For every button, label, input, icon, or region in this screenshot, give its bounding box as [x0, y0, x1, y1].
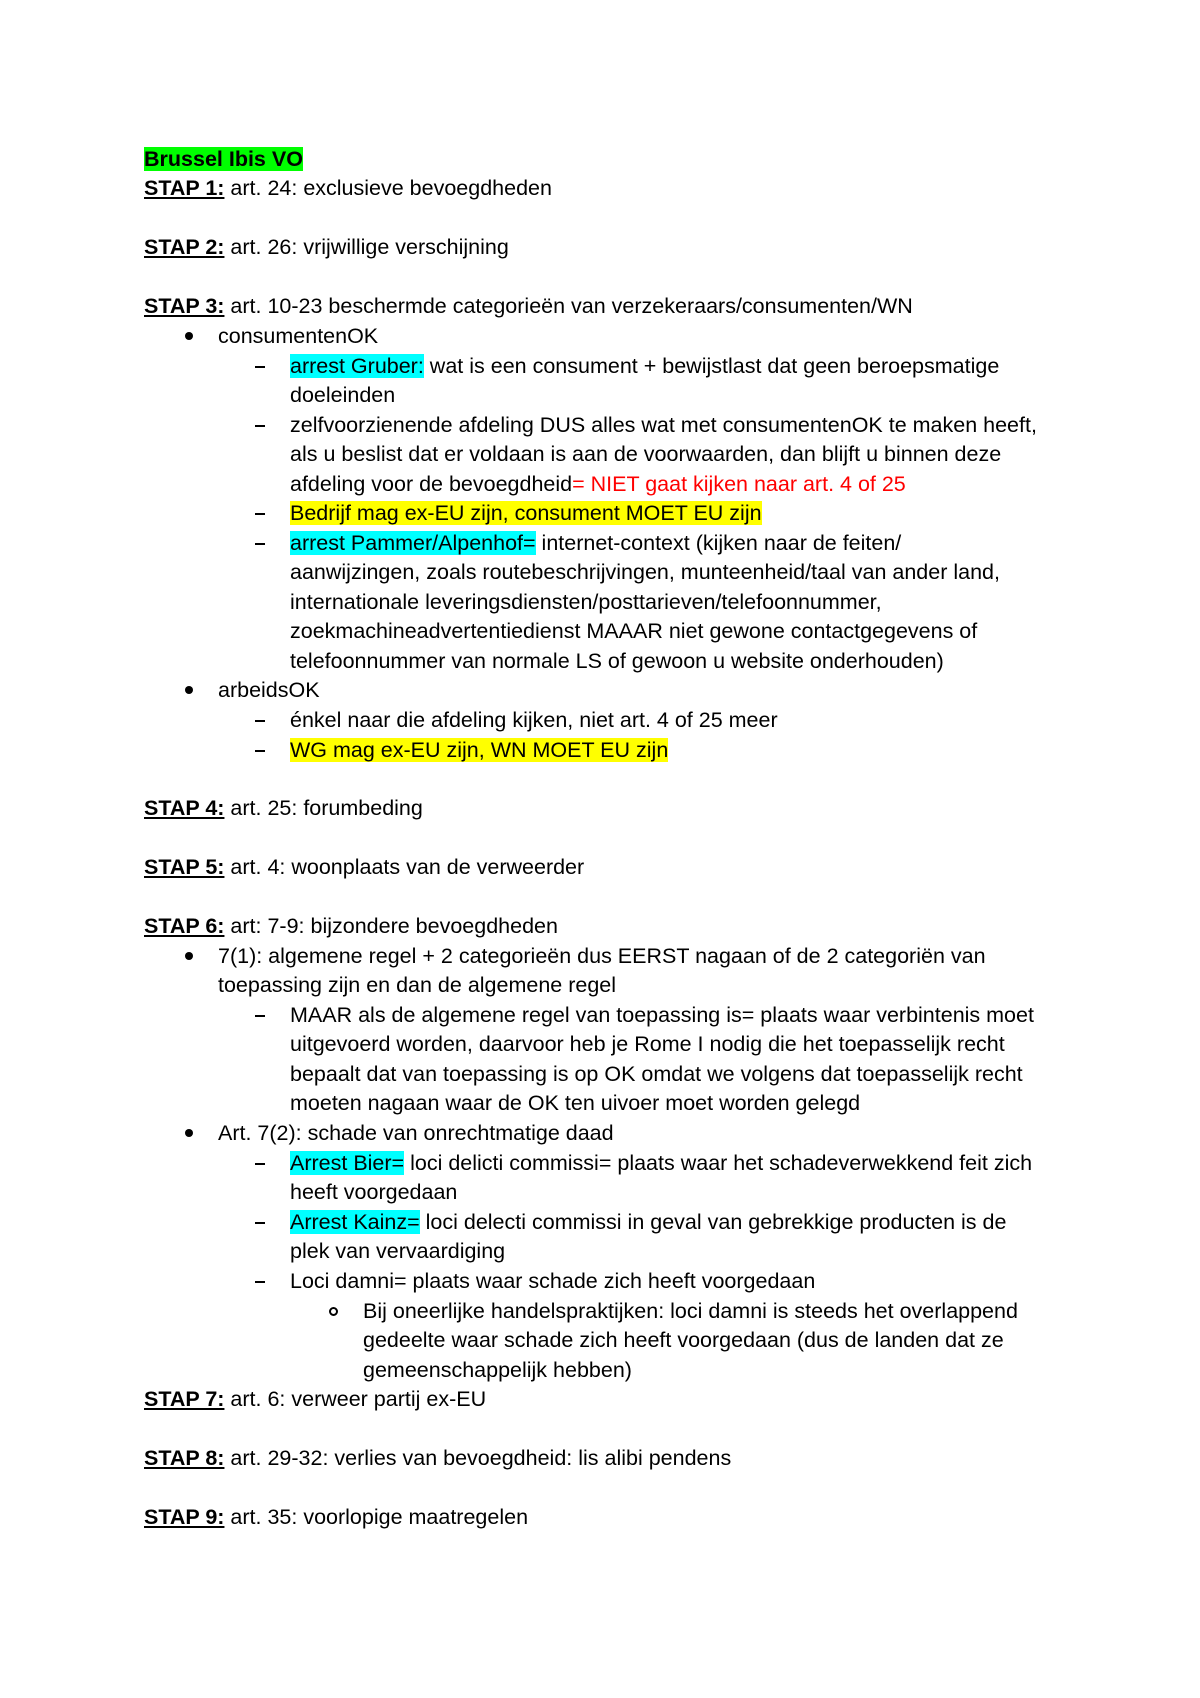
step-2 [144, 233, 509, 261]
step-3-text: art. 10-23 beschermde categorieën van verzekeraars/consumenten/WN [224, 294, 913, 318]
maar-text-4: moeten nagaan waar de OK ten uivoer moet worden gelegd [290, 1091, 861, 1115]
step-8-text: art. 29-32: verlies van bevoegdheid: lis alibi pendens [224, 1446, 732, 1470]
step-2-label: STAP 2: [144, 235, 225, 259]
dash-icon [255, 425, 265, 427]
dash-icon [255, 1163, 265, 1165]
list-item-maar: MAAR als de algemene regel van toepassing is= plaats waar verbintenis moet [290, 1003, 1034, 1027]
gruber-text: wat is een consument + bewijstlast dat geen beroepsmatige [423, 354, 1000, 378]
bedrijf-highlight: Bedrijf mag ex-EU zijn, consument MOET EU zijn [290, 501, 762, 525]
step-8 [144, 1444, 731, 1472]
step-7 [144, 1385, 486, 1413]
step-6-label: STAP 6: [144, 914, 225, 938]
list-item-art-7-2: Art. 7(2): schade van onrechtmatige daad [218, 1121, 614, 1145]
dash-icon [255, 1222, 265, 1224]
step-6-text: art: 7-9: bijzondere bevoegdheden [224, 914, 558, 938]
maar-text-2: uitgevoerd worden, daarvoor heb je Rome I nodig die het toepasselijk recht [290, 1032, 1005, 1056]
circle-bullet-icon [329, 1307, 338, 1316]
title-highlight: Brussel Ibis VO [144, 147, 303, 171]
gruber-highlight: arrest Gruber: [290, 354, 424, 378]
step-5 [144, 853, 584, 881]
kainz-text: loci delecti commissi in geval van gebrekkige producten is de [419, 1210, 1007, 1234]
step-1-text: art. 24: exclusieve bevoegdheden [224, 176, 552, 200]
list-item-consument: consumentenOK [218, 324, 379, 348]
dash-icon [255, 543, 265, 545]
oneerlijk-text-3: gemeenschappelijk hebben) [363, 1358, 632, 1382]
bier-highlight: Arrest Bier= [290, 1151, 405, 1175]
dash-icon [255, 366, 265, 368]
art-7-1-text-cont: toepassing zijn en dan de algemene regel [218, 973, 617, 997]
step-2-text: art. 26: vrijwillige verschijning [224, 235, 509, 259]
step-5-label: STAP 5: [144, 855, 225, 879]
step-1-label: STAP 1: [144, 176, 225, 200]
step-3-label: STAP 3: [144, 294, 225, 318]
step-4 [144, 794, 423, 822]
dash-icon [255, 1015, 265, 1017]
list-item-kainz [290, 1208, 1006, 1236]
dash-icon [255, 720, 265, 722]
kainz-text-cont: plek van vervaardiging [290, 1239, 506, 1263]
list-item-arbeid: arbeidsOK [218, 678, 320, 702]
oneerlijk-text-2: gedeelte waar schade zich heeft voorgedaan (dus de landen dat ze [363, 1328, 1004, 1352]
zelfvoorzienend-text-a: afdeling voor de bevoegdheid [290, 472, 573, 496]
bier-text-cont: heeft voorgedaan [290, 1180, 458, 1204]
kainz-highlight: Arrest Kainz= [290, 1210, 420, 1234]
list-item-art-7-1: 7(1): algemene regel + 2 categorieën dus EERST nagaan of de 2 categoriën van [218, 944, 986, 968]
step-9-label: STAP 9: [144, 1505, 225, 1529]
step-4-text: art. 25: forumbeding [224, 796, 423, 820]
step-5-text: art. 4: woonplaats van de verweerder [224, 855, 585, 879]
pammer-text-3: internationale leveringsdiensten/posttarieven/telefoonnummer, [290, 590, 882, 614]
zelfvoorzienend-text-cont: als u beslist dat er voldaan is aan de voorwaarden, dan blijft u binnen deze [290, 442, 1002, 466]
list-item-zelfvoorzienend: zelfvoorzienende afdeling DUS alles wat met consumentenOK te maken heeft, [290, 413, 1037, 437]
dash-icon [255, 513, 265, 515]
list-item-damni: Loci damni= plaats waar schade zich heeft voorgedaan [290, 1269, 816, 1293]
step-7-label: STAP 7: [144, 1387, 225, 1411]
step-3 [144, 292, 913, 320]
step-9 [144, 1503, 528, 1531]
dash-icon [255, 750, 265, 752]
pammer-highlight: arrest Pammer/Alpenhof= [290, 531, 536, 555]
step-4-label: STAP 4: [144, 796, 225, 820]
list-item-wg [290, 736, 668, 764]
list-item-pammer [290, 529, 901, 557]
pammer-text-2: aanwijzingen, zoals routebeschrijvingen, munteenheid/taal van ander land, [290, 560, 1000, 584]
pammer-text: internet-context (kijken naar de feiten/ [535, 531, 902, 555]
bullet-icon [185, 1129, 193, 1137]
step-6 [144, 912, 558, 940]
maar-text-3: bepaalt dat van toepassing is op OK omdat we volgens dat toepasselijk recht [290, 1062, 1023, 1086]
step-8-label: STAP 8: [144, 1446, 225, 1470]
step-9-text: art. 35: voorlopige maatregelen [224, 1505, 529, 1529]
zelfvoorzienend-text-end [290, 470, 906, 498]
pammer-text-5: telefoonnummer van normale LS of gewoon u website onderhouden) [290, 649, 944, 673]
bier-text: loci delicti commissi= plaats waar het schadeverwekkend feit zich [404, 1151, 1033, 1175]
list-item-bier [290, 1149, 1032, 1177]
bullet-icon [185, 952, 193, 960]
list-item-oneerlijk: Bij oneerlijke handelspraktijken: loci damni is steeds het overlappend [363, 1299, 1018, 1323]
pammer-text-4: zoekmachineadvertentiedienst MAAAR niet gewone contactgegevens of [290, 619, 978, 643]
list-item-bedrijf [290, 499, 762, 527]
step-7-text: art. 6: verweer partij ex-EU [224, 1387, 487, 1411]
bullet-icon [185, 686, 193, 694]
bullet-icon [185, 332, 193, 340]
list-item-gruber [290, 352, 999, 380]
gruber-text-cont: doeleinden [290, 383, 396, 407]
zelfvoorzienend-red-note: = NIET gaat kijken naar art. 4 of 25 [572, 472, 906, 496]
step-1 [144, 174, 552, 202]
document-title [144, 145, 303, 173]
dash-icon [255, 1281, 265, 1283]
wg-highlight: WG mag ex-EU zijn, WN MOET EU zijn [290, 738, 669, 762]
list-item-enkel: énkel naar die afdeling kijken, niet art. 4 of 25 meer [290, 708, 778, 732]
